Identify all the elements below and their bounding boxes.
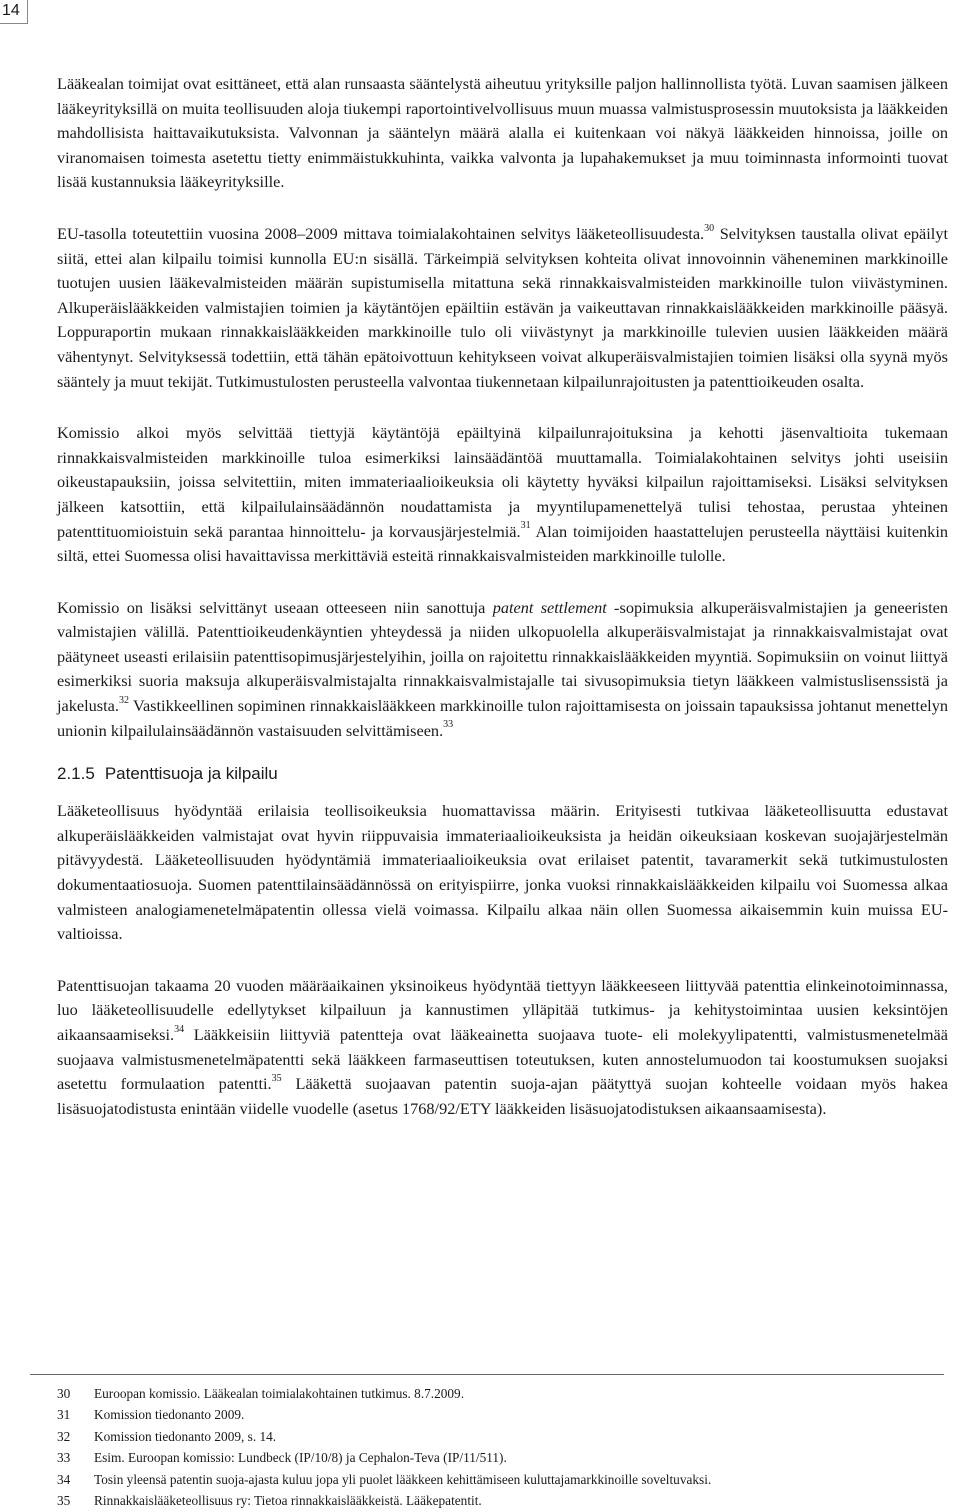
footnote-number: 32 xyxy=(57,1428,71,1444)
body-text xyxy=(57,72,948,1148)
paragraph-text: Lääkkeisiin liittyviä patentteja ovat lääkeainetta suojaava tuote- eli molekyylipatentti, valmistusmenetelmää suojaava valmistusmenetelmäpatentti sekä lääkkeen farmaseuttisen toteutuksen, kuten annostelumuodon tai koostumuksen suojaksi asetettu formulaation patentti. xyxy=(57,1025,948,1094)
paragraph-text: -sopimuksia alkuperäisvalmistajien ja geneeristen valmistajien välillä. Patenttioikeudenkäyntien yhteydessä ja niiden ulkopuolella alkuperäisvalmistajat ja rinnakkaisvalmistajat ovat päätyneet useasti erilaisiin patenttisopimusjärjestelyihin, joilla on rajoitettu rinnakkaislääkkeiden myyntiä. Sopimuksiin on voinut liittyä esimerkiksi suoria maksuja alkuperäisvalmistajalta rinnakkaisvalmistajalle tai sivusopimuksia tietyn lääkkeen valmistuslisenssistä ja jakelusta. xyxy=(57,597,948,716)
footnote-ref: 32 xyxy=(118,694,129,706)
footnote-text: Esim. Euroopan komissio: Lundbeck (IP/10/8) ja Cephalon-Teva (IP/11/511). xyxy=(94,1450,507,1466)
footnote xyxy=(57,1404,947,1425)
paragraph xyxy=(57,421,948,569)
footnote xyxy=(57,1447,947,1468)
footnote xyxy=(57,1469,947,1490)
section-heading xyxy=(57,763,948,785)
footnote-divider xyxy=(30,1374,944,1375)
paragraph-text: Lääketeollisuus hyödyntää erilaisia teollisoikeuksia huomattavissa määrin. Erityisesti tutkivaa lääketeollisuutta edustavat alkuperäislääkkeiden valmistajat ovat hyvin riippuvaisia immateriaalioikeuksista ja heidän oikeuksiaan koskevan suojajärjestelmän pitävyydestä. Lääketeollisuuden hyödyntämiä immateriaalioikeuksia ovat erilaiset patentit, tavaramerkit sekä tutkimustulosten dokumentaatiosuoja. Suomen patenttilainsäädännössä on erityispiirre, jonka vuoksi rinnakkaislääkkeiden kilpailu voi Suomessa alkaa valmisteen analogiamenetelmäpatentin ollessa vielä voimassa. Kilpailu alkaa näin ollen Suomessa aikaisemmin kuin muissa EU-valtioissa. xyxy=(57,801,948,944)
paragraph xyxy=(57,72,948,195)
paragraph-text: EU-tasolla toteutettiin vuosina 2008–2009 mittava toimialakohtainen selvitys lääketeollisuudesta. xyxy=(57,223,705,243)
paragraph xyxy=(57,596,948,744)
paragraph xyxy=(57,222,948,394)
footnote-ref: 30 xyxy=(704,222,715,234)
paragraph-text: Lääkealan toimijat ovat esittäneet, että alan runsaasta sääntelystä aiheutuu yrityksille paljon hallinnollista työtä. Luvan saamisen jälkeen lääkeyrityksillä on muita teollisuuden aloja tiukempi raportointivelvollisuus muun muassa valmistusprosessin muutoksista ja lääkkeiden mahdollisista haittavaikutuksista. Valvonnan ja sääntelyn määrä alalla ei kuitenkaan voi näkyä lääkkeiden hinnoissa, joille on viranomaisen toimesta asetettu tietty enimmäistukkuhinta, vaikka valvonta ja lupahakemukset ja muu toiminnasta informointi tuovat lisää kustannuksia lääkeyrityksille. xyxy=(57,74,948,192)
footnote xyxy=(57,1383,947,1404)
footnote-number: 35 xyxy=(57,1493,71,1509)
paragraph-text: Selvityksen taustalla olivat epäilyt siitä, ettei alan kilpailu toimisi kunnolla EU:n sisällä. Tärkeimpiä selvityksen kohteita olivat innovoinnin väheneminen markkinoille tuotujen uusien lääkevalmisteiden määrän supistumisella mitattuna sekä rinnakkaisvalmisteiden markkinoille tulon viivästyminen. Alkuperäislääkkeiden valmistajien toimien ja käytäntöjen epäiltiin estävän ja vaikeuttavan rinnakkaislääkkeiden markkinoille pääsyä. Loppuraportin mukaan rinnakkaislääkkeiden markkinoille tulo oli viivästynyt ja markkinoille tulevien uusien lääkkeiden määrä vähentynyt. Selvityksessä todettiin, että tähän epätoivottuun kehitykseen voivat alkuperäisvalmistajien toimien lisäksi olla syynä myös sääntely ja muut tekijät. Tutkimustulosten perusteella valvontaa tiukennetaan kilpailunrajoitusten ja patenttioikeuden osalta. xyxy=(57,223,948,391)
footnote xyxy=(57,1426,947,1447)
section-number: 2.1.5 xyxy=(57,764,95,784)
footnote-ref: 33 xyxy=(443,719,454,731)
footnote-number: 31 xyxy=(57,1407,71,1423)
footnote-text: Tosin yleensä patentin suoja-ajasta kuluu jopa yli puolet lääkkeen kehittämiseen kuluttajamarkkinoille soveltuvaksi. xyxy=(94,1471,712,1487)
paragraph-text: Alan toimijoiden haastattelujen perusteella näyttäisi kuitenkin siltä, ettei Suomessa olisi havaittavissa merkittäviä esteitä rinnakkaisvalmisteiden markkinoille tulolle. xyxy=(57,521,948,566)
paragraph-text: Komissio alkoi myös selvittää tiettyjä käytäntöjä epäiltyinä kilpailunrajoituksina ja kehotti jäsenvaltioita tukemaan rinnakkaisvalmisteiden markkinoille tuloa esimerkiksi lainsäädäntöä muuttamalla. Toimialakohtainen selvitys johti useisiin oikeustapauksiin, joissa selvitettiin, miten immateriaalioikeuksia oli käytetty hyväksi kilpailun rajoittamiseksi. Lisäksi selvityksen jälkeen katsottiin, että kilpailulainsäädännön noudattamista ja myyntilupamenettelyä tulisi tehostaa, perustaa yhteinen patenttituomioistuin sekä parantaa hinnoittelu- ja korvausjärjestelmiä. xyxy=(57,423,948,541)
paragraph-text: Vastikkeellinen sopiminen rinnakkaislääkkeen markkinoille tulon rajoittamisesta on joissain tapauksissa johtanut menettelyn unionin kilpailulainsäädännön vastaisuuden selvittämiseen. xyxy=(57,696,948,740)
paragraph-text: Lääkettä suojaavan patentin suoja-ajan päätyttyä suojan kohteelle voidaan myös hakea lisäsuojatodistusta enintään viidelle vuodelle (asetus 1768/92/ETY lääkkeiden lisäsuojatodistuksen aikaansaamisesta). xyxy=(57,1074,948,1118)
footnote-ref: 31 xyxy=(520,520,531,532)
footnote-text: Komission tiedonanto 2009, s. 14. xyxy=(94,1428,277,1444)
section-title: Patenttisuoja ja kilpailu xyxy=(104,764,278,784)
paragraph xyxy=(57,974,948,1122)
page-number: 14 xyxy=(0,0,28,24)
footnote-text: Euroopan komissio. Lääkealan toimialakohtainen tutkimus. 8.7.2009. xyxy=(94,1386,465,1401)
footnote xyxy=(57,1490,947,1511)
footnote-number: 34 xyxy=(57,1471,71,1487)
paragraph xyxy=(57,799,948,947)
paragraph-text: Komissio on lisäksi selvittänyt useaan otteeseen niin sanottuja xyxy=(57,597,493,617)
paragraph-text: Patenttisuojan takaama 20 vuoden määräaikainen yksinoikeus hyödyntää tiettyyn lääkkeeseen liittyvää patenttia elinkeinotoiminnassa, luo lääketeollisuudelle edellytykset kilpailuun ja kannustimen ylläpitää tutkimus- ja kehitystoimintaa uusien keksintöjen aikaansaamiseksi. xyxy=(57,975,948,1044)
footnote-ref: 34 xyxy=(174,1023,185,1035)
footnote-number: 30 xyxy=(57,1386,71,1401)
footnotes xyxy=(57,1383,947,1511)
footnote-number: 33 xyxy=(57,1450,71,1466)
footnote-text: Rinnakkaislääketeollisuus ry: Tietoa rinnakkaislääkkeistä. Lääkepatentit. xyxy=(94,1493,482,1509)
footnote-ref: 35 xyxy=(271,1072,282,1084)
footnote-text: Komission tiedonanto 2009. xyxy=(94,1407,245,1423)
italic-term: patent settlement xyxy=(492,597,607,617)
